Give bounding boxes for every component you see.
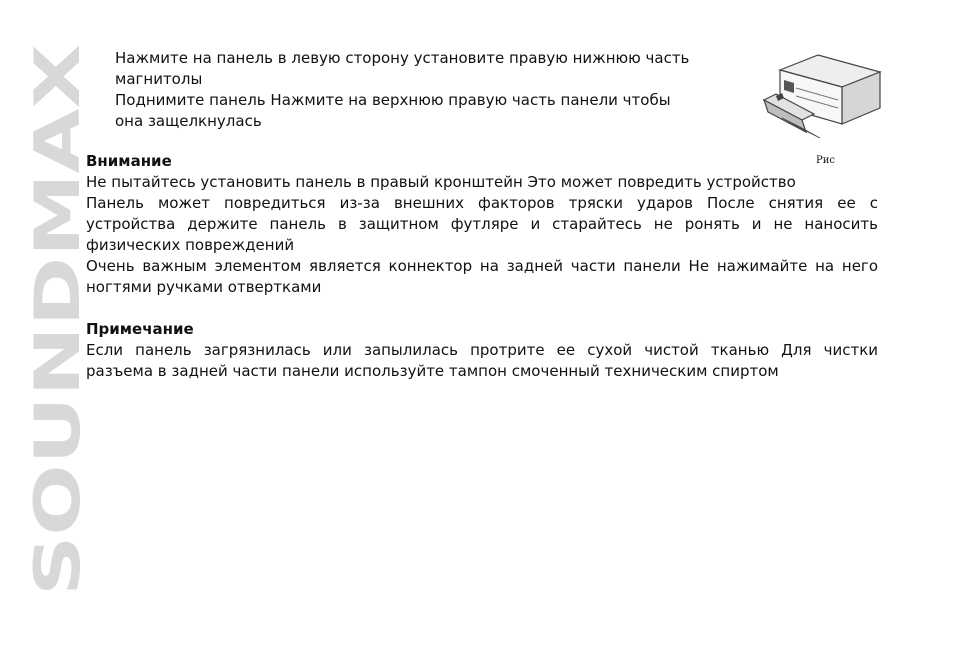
panel-figure xyxy=(756,50,886,150)
warning-line-5: Очень важным элементом является коннектор на задней части панели Не нажимайте на него xyxy=(86,257,878,275)
instruction-line-4: она защелкнулась xyxy=(115,112,262,130)
warning-line-3: устройства держите панель в защитном футляре и старайтесь не ронять и не наносить xyxy=(86,215,878,233)
note-heading: Примечание xyxy=(86,320,194,338)
warning-heading: Внимание xyxy=(86,152,172,170)
warning-line-1: Не пытайтесь установить панель в правый кронштейн Это может повредить устройство xyxy=(86,173,796,191)
instruction-line-1: Нажмите на панель в левую сторону установите правую нижнюю часть xyxy=(115,49,690,67)
brand-logo-text: SOUNDMAX xyxy=(21,187,94,596)
instruction-line-3: Поднимите панель Нажмите на верхнюю правую часть панели чтобы xyxy=(115,91,671,109)
warning-line-2: Панель может повредиться из-за внешних факторов тряски ударов После снятия ее с xyxy=(86,194,878,212)
figure-caption: Рис xyxy=(816,155,835,166)
note-line-2: разъема в задней части панели используйте тампон смоченный техническим спиртом xyxy=(86,362,779,380)
note-line-1: Если панель загрязнилась или запылилась протрите ее сухой чистой тканью Для чистки xyxy=(86,341,878,359)
brand-watermark xyxy=(21,44,94,596)
warning-line-4: физических повреждений xyxy=(86,236,295,254)
car-stereo-panel-illustration-icon xyxy=(756,50,886,150)
instruction-line-2: магнитолы xyxy=(115,70,203,88)
brand-logo xyxy=(21,44,94,596)
warning-line-6: ногтями ручками отвертками xyxy=(86,278,322,296)
